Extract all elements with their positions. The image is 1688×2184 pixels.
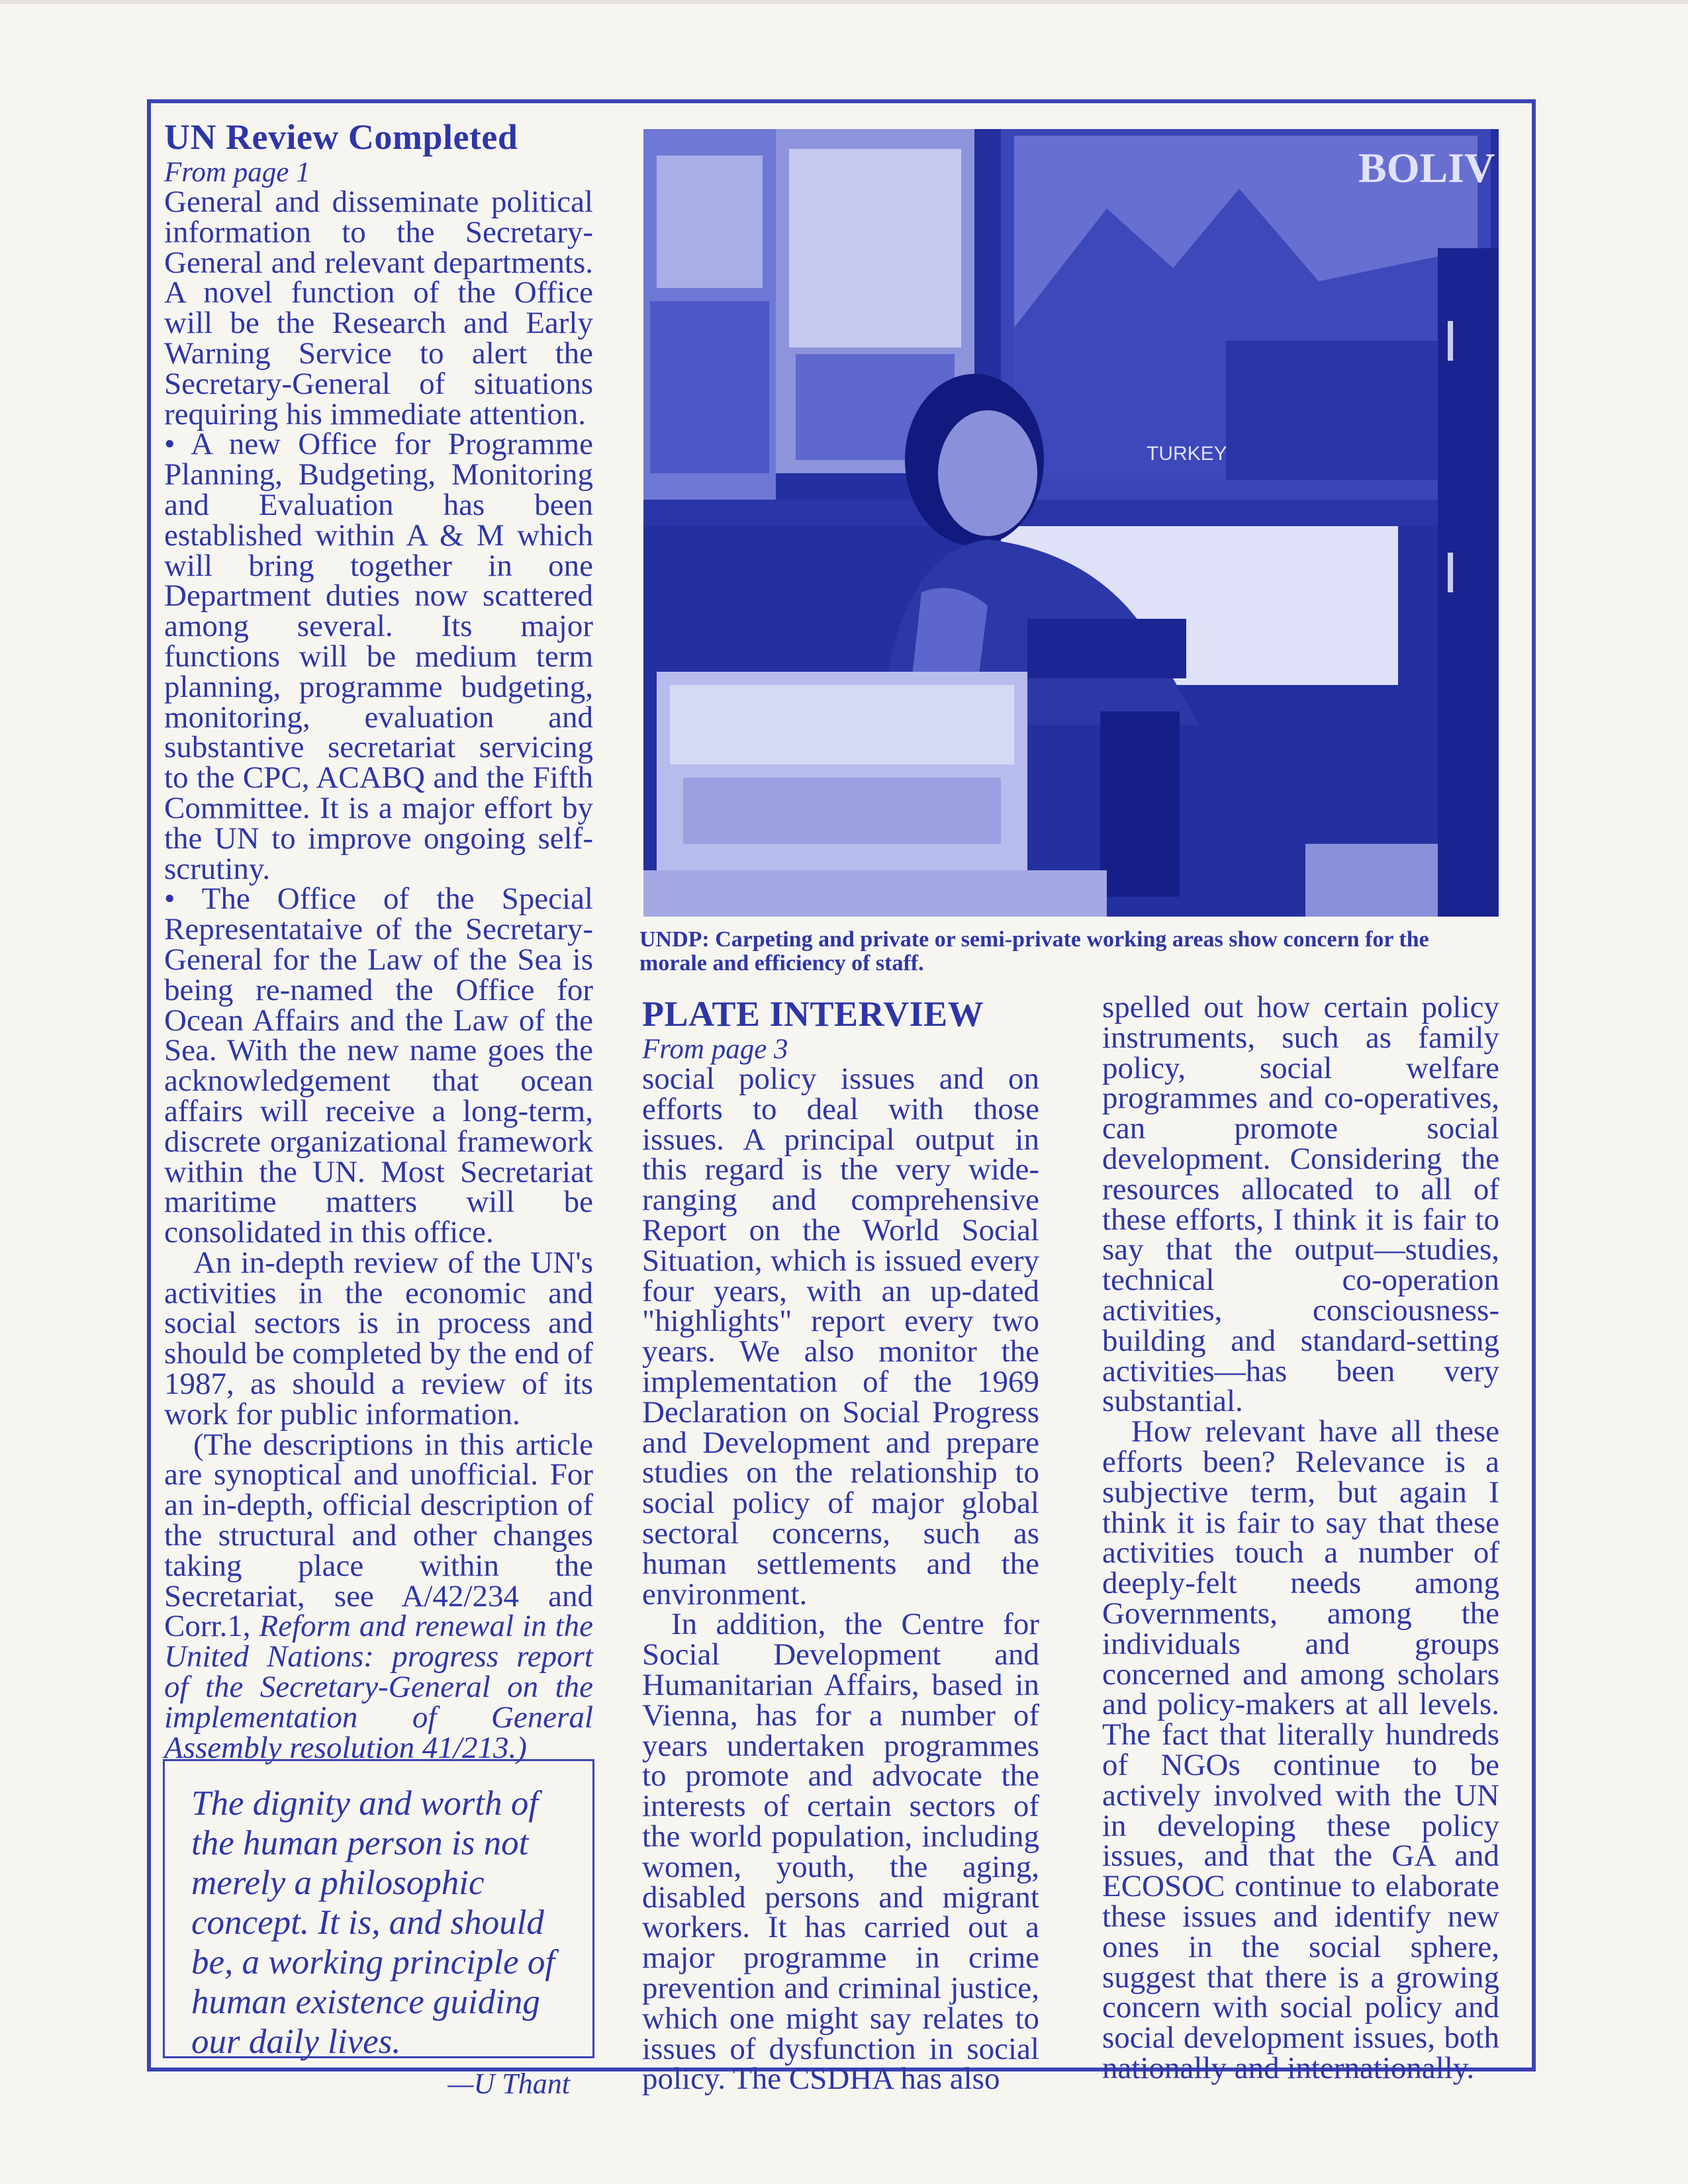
article-paragraph: General and disseminate political information to the Secretary-General and relevant departments. A novel function of the Office will be the Research and Early Warning Service to alert the Secretary-General of situations requiring his immediate attention.: [164, 185, 593, 432]
quote-attribution: —U Thant: [447, 2068, 570, 2100]
article-paragraph: • The Office of the Special Representataive of the Secretary-General for the Law of the Sea is being re-named the Office for Ocean Affairs and the Law of the Sea. With the new name goes the acknowledgement that ocean affairs will receive a long-term, discrete organizational framework within the UN. Most Secretariat maritime matters will be consolidated in this office.: [164, 882, 593, 1250]
quote-box: [163, 1759, 594, 2100]
article-note: [164, 1427, 593, 1765]
article-paragraph: • A new Office for Programme Planning, Budgeting, Monitoring and Evaluation has been established within A & M which will bring together in one Department duties now scattered among several. Its major functions will be medium term planning, programme budgeting, monitoring, evaluation and substantive secretariat servicing to the CPC, ACABQ and the Fifth Committee. It is a major effort by the UN to improve ongoing self-scrutiny.: [164, 427, 593, 886]
article-title: PLATE INTERVIEW: [642, 994, 984, 1034]
article-paragraph: social policy issues and on efforts to deal with those issues. A principal output in this regard is the very wide-ranging and comprehensive Report on the World Social Situation, which is issued every four years, with an up-dated "highlights" report every two years. We also monitor the implementation of the 1969 Declaration on Social Progress and Development and prepare studies on the relationship to social policy of major global sectoral concerns, such as human settlements and the environment.: [642, 1062, 1039, 1612]
continued-from-label: From page 3: [642, 1034, 788, 1065]
article-plate-interview-continued: [1102, 990, 1499, 2085]
article-paragraph: spelled out how certain policy instruments, such as family policy, social welfare programmes and co-operatives, can promote social development. Considering the resources allocated to all of these efforts, I think it is fair to say that the output—studies, technical co-operation activities, consciousness-building and standard-setting activities—has been very substantial.: [1102, 990, 1499, 1419]
article-paragraph: How relevant have all these efforts been? Relevance is a subjective term, but again I think it is fair to say that these activities touch a number of deeply-felt needs among Governments, among the individuals and groups concerned and among scholars and policy-makers at all levels. The fact that literally hundreds of NGOs continue to be actively involved with the UN in developing these policy issues, and that the GA and ECOSOC continue to elaborate these issues and identify new ones in the social sphere, suggest that there is a growing concern with social policy and social development issues, both nationally and internationally.: [1102, 1414, 1499, 2085]
article-paragraph: In addition, the Centre for Social Development and Humanitarian Affairs, based in Vienna, has for a number of years undertaken programmes to promote and advocate the interests of certain sectors of the world population, including women, youth, the aging, disabled persons and migrant workers. It has carried out a major programme in crime prevention and criminal justice, which one might say relates to issues of dysfunction in social policy. The CSDHA has also: [642, 1607, 1039, 2097]
poster-text-bolivia: BOLIV: [1358, 144, 1495, 191]
office-photo: [643, 129, 1499, 917]
article-note-text: (The descriptions in this article are synoptical and unofficial. For an in-depth, official description of the structural and other changes taking place within the Secretariat, see A/42/234 and Corr.1,: [164, 1427, 593, 1644]
article-plate-interview: [642, 993, 1039, 2095]
article-title: UN Review Completed: [164, 117, 518, 157]
article-note-citation: Reform and renewal in the United Nations: progress report of the Secretary-General on the implementation of General Assembly resolution 41/213.): [164, 1609, 593, 1765]
photo-caption: UNDP: Carpeting and private or semi-private working areas show concern for the morale and efficiency of staff.: [639, 927, 1429, 976]
continued-from-label: From page 1: [164, 157, 310, 188]
page-top-edge: [0, 0, 1688, 4]
article-un-review: [164, 116, 593, 1763]
poster-text-turkey: TURKEY: [1147, 443, 1227, 465]
article-paragraph: An in-depth review of the UN's activities in the economic and social sectors is in process and should be completed by the end of 1987, as should a review of its work for public information.: [164, 1245, 593, 1432]
quote-text: The dignity and worth of the human person is not merely a philosophic concept. It is, and should be, a working principle of human existence guiding our daily lives.: [191, 1784, 555, 2061]
